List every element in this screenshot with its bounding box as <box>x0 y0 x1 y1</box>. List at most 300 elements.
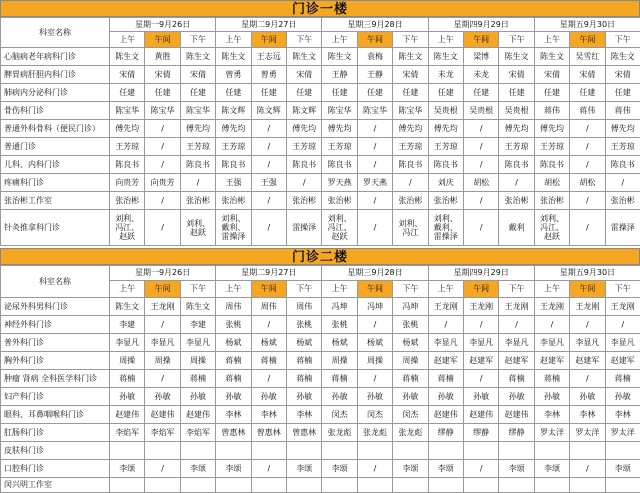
doctor-cell: 孙敏 <box>570 388 605 406</box>
doctor-cell <box>428 442 463 460</box>
doctor-cell: / <box>464 316 499 334</box>
doctor-cell: / <box>145 316 180 334</box>
doctor-cell: 傅先均 <box>110 120 145 138</box>
day-header: 星期五9月30日 <box>534 266 640 281</box>
doctor-cell: 赵建伟 <box>145 406 180 424</box>
slot-header: 下午 <box>180 281 215 298</box>
doctor-cell: / <box>251 316 286 334</box>
doctor-cell: 李林 <box>216 406 251 424</box>
doctor-cell: / <box>145 120 180 138</box>
doctor-cell: 王静 <box>357 66 392 84</box>
doctor-cell: / <box>357 210 392 246</box>
doctor-cell: 周操 <box>357 352 392 370</box>
slot-header: 午间 <box>464 281 499 298</box>
day-header: 星期一9月26日 <box>110 18 216 32</box>
doctor-cell: 李林 <box>251 406 286 424</box>
doctor-cell: 蒋楠 <box>286 370 321 388</box>
doctor-cell: 李显凡 <box>570 334 605 352</box>
doctor-cell: 王静 <box>322 66 357 84</box>
doctor-cell <box>428 478 463 493</box>
doctor-cell: / <box>251 210 286 246</box>
doctor-cell <box>322 442 357 460</box>
doctor-cell: / <box>464 138 499 156</box>
slot-header: 下午 <box>499 281 534 298</box>
slot-header: 午间 <box>570 32 605 48</box>
floor1-title: 门诊一楼 <box>0 0 640 17</box>
doctor-cell: 王芳琼 <box>322 138 357 156</box>
doctor-cell: 李显凡 <box>180 334 215 352</box>
doctor-cell: 李显凡 <box>499 334 534 352</box>
doctor-cell: 王芳琼 <box>286 138 321 156</box>
doctor-cell: 陈良书 <box>180 156 215 174</box>
doctor-cell: 张桃 <box>322 316 357 334</box>
doctor-cell: 陈良书 <box>393 156 428 174</box>
doctor-cell <box>393 442 428 460</box>
slot-header: 上午 <box>216 281 251 298</box>
doctor-cell: 陈文辉 <box>216 102 251 120</box>
slot-header: 午间 <box>251 281 286 298</box>
doctor-cell: 陈宝华 <box>145 102 180 120</box>
doctor-cell: 王龙刚 <box>428 298 463 316</box>
table-row <box>1 316 640 334</box>
doctor-cell: / <box>251 192 286 210</box>
doctor-cell: 李显凡 <box>428 334 463 352</box>
doctor-cell: 赵建军 <box>499 352 534 370</box>
floor2-title: 门诊二楼 <box>0 248 640 265</box>
dept-name: 胸外科门诊 <box>1 352 110 370</box>
dept-name: 皮肤科门诊 <box>1 442 110 460</box>
doctor-cell: / <box>251 138 286 156</box>
slot-header: 上午 <box>322 32 357 48</box>
doctor-cell: / <box>464 460 499 478</box>
doctor-cell: 任建 <box>110 84 145 102</box>
doctor-cell: 陈生文 <box>180 48 215 66</box>
doctor-cell: 陈宝华 <box>322 102 357 120</box>
doctor-cell <box>110 478 145 493</box>
table-row <box>1 406 640 424</box>
doctor-cell: 傅先均 <box>216 120 251 138</box>
doctor-cell: 张治彬 <box>534 192 569 210</box>
slot-header: 上午 <box>110 32 145 48</box>
doctor-cell: 李颂 <box>605 460 640 478</box>
dept-name: 普通门诊 <box>1 138 110 156</box>
doctor-cell: / <box>570 156 605 174</box>
doctor-cell: 傅先均 <box>605 120 640 138</box>
doctor-cell: 任建 <box>145 84 180 102</box>
doctor-cell: 宋倩 <box>534 66 569 84</box>
doctor-cell: 冯坤 <box>393 298 428 316</box>
doctor-cell <box>393 478 428 493</box>
doctor-cell: 刘利、 赵跃 <box>180 210 215 246</box>
doctor-cell: 胡松 <box>534 174 569 192</box>
doctor-cell: 陈生文 <box>534 48 569 66</box>
doctor-cell: 李颂 <box>216 460 251 478</box>
doctor-cell: 孙敏 <box>428 388 463 406</box>
doctor-cell <box>464 442 499 460</box>
dept-name: 眼科、耳鼻咽喉科门诊 <box>1 406 110 424</box>
dept-name: 骨伤科门诊 <box>1 102 110 120</box>
doctor-cell: 张龙彪 <box>322 424 357 442</box>
doctor-cell: 缪静 <box>428 424 463 442</box>
doctor-cell: / <box>357 138 392 156</box>
doctor-cell: 蒋楠 <box>605 370 640 388</box>
slot-header: 上午 <box>428 32 463 48</box>
doctor-cell: 刘利、 冯江、 赵跃 <box>110 210 145 246</box>
doctor-cell: 宋倩 <box>180 66 215 84</box>
doctor-cell: 张龙彪 <box>393 424 428 442</box>
doctor-cell <box>145 478 180 493</box>
doctor-cell: 任建 <box>286 84 321 102</box>
doctor-cell: 罗太洋 <box>534 424 569 442</box>
doctor-cell <box>251 442 286 460</box>
doctor-cell: 王芳琼 <box>605 138 640 156</box>
doctor-cell: 未龙 <box>428 66 463 84</box>
doctor-cell: 张龙彪 <box>357 424 392 442</box>
doctor-cell <box>216 442 251 460</box>
doctor-cell: / <box>145 210 180 246</box>
doctor-cell: / <box>145 156 180 174</box>
doctor-cell: 孙敏 <box>286 388 321 406</box>
table-row <box>1 388 640 406</box>
doctor-cell: 宋倩 <box>286 66 321 84</box>
doctor-cell: 陈良书 <box>605 156 640 174</box>
doctor-cell: 蒋伟 <box>605 102 640 120</box>
table-row <box>1 334 640 352</box>
slot-header: 午间 <box>145 32 180 48</box>
doctor-cell: 王龙刚 <box>499 298 534 316</box>
dept-name: 张治彬工作室 <box>1 192 110 210</box>
doctor-cell: / <box>251 120 286 138</box>
doctor-cell: 胡松 <box>570 174 605 192</box>
doctor-cell: 陈生文 <box>605 48 640 66</box>
doctor-cell: 王芳琼 <box>216 138 251 156</box>
doctor-cell: 赵建军 <box>605 352 640 370</box>
table-row <box>1 138 640 156</box>
doctor-cell: 李颂 <box>393 460 428 478</box>
doctor-cell: 李显凡 <box>534 334 569 352</box>
doctor-cell: 陈良书 <box>216 156 251 174</box>
table-row <box>1 424 640 442</box>
doctor-cell: / <box>464 156 499 174</box>
doctor-cell: 李焰军 <box>110 424 145 442</box>
doctor-cell: 张治彬 <box>605 192 640 210</box>
doctor-cell: 刘利、 戴利、 雷操泽 <box>216 210 251 246</box>
doctor-cell: / <box>570 370 605 388</box>
doctor-cell: / <box>145 460 180 478</box>
doctor-cell: 李显凡 <box>110 334 145 352</box>
doctor-cell: 孙敏 <box>216 388 251 406</box>
doctor-cell: 孙敏 <box>357 388 392 406</box>
doctor-cell: 任建 <box>357 84 392 102</box>
doctor-cell: / <box>570 120 605 138</box>
doctor-cell: 张治彬 <box>428 192 463 210</box>
doctor-cell: 吴贵根 <box>499 102 534 120</box>
doctor-cell: 任建 <box>180 84 215 102</box>
doctor-cell: 蒋楠 <box>216 352 251 370</box>
doctor-cell: 周操 <box>110 352 145 370</box>
doctor-cell: 陈生文 <box>110 48 145 66</box>
doctor-cell: / <box>357 370 392 388</box>
doctor-cell: 赵建伟 <box>180 406 215 424</box>
doctor-cell: 周操 <box>322 352 357 370</box>
doctor-cell: 孙敏 <box>145 388 180 406</box>
doctor-cell: 刘利、 戴利、 雷操泽 <box>428 210 463 246</box>
doctor-cell: 李焰军 <box>145 424 180 442</box>
doctor-cell: / <box>180 174 215 192</box>
dept-name: 心脑病老年病科门诊 <box>1 48 110 66</box>
doctor-cell: 孙敏 <box>464 388 499 406</box>
dept-name: 肛肠科门诊 <box>1 424 110 442</box>
slot-header: 午间 <box>570 281 605 298</box>
doctor-cell: 王芳琼 <box>180 138 215 156</box>
doctor-cell: / <box>570 192 605 210</box>
doctor-cell <box>357 478 392 493</box>
doctor-cell: / <box>570 460 605 478</box>
doctor-cell <box>180 478 215 493</box>
doctor-cell: 蒋楠 <box>322 370 357 388</box>
doctor-cell: / <box>534 316 569 334</box>
doctor-cell: 向贵芳 <box>110 174 145 192</box>
doctor-cell: 王芳琼 <box>428 138 463 156</box>
doctor-cell: / <box>393 174 428 192</box>
doctor-cell: 孙敏 <box>499 388 534 406</box>
doctor-cell: 缪静 <box>499 424 534 442</box>
dept-name: 普通外科骨科（便民门诊） <box>1 120 110 138</box>
doctor-cell: 王龙刚 <box>570 298 605 316</box>
slot-header: 下午 <box>499 32 534 48</box>
doctor-cell: 王芳琼 <box>499 138 534 156</box>
doctor-cell: / <box>251 460 286 478</box>
slot-header: 午间 <box>145 281 180 298</box>
doctor-cell: 冯坤 <box>322 298 357 316</box>
doctor-cell: 曾勇 <box>251 66 286 84</box>
slot-header: 下午 <box>605 281 640 298</box>
day-header: 星期二9月27日 <box>216 18 322 32</box>
doctor-cell: 陈良书 <box>534 156 569 174</box>
doctor-cell <box>251 478 286 493</box>
table-row <box>1 156 640 174</box>
slot-header: 上午 <box>110 281 145 298</box>
dept-header: 科室名称 <box>1 18 110 48</box>
doctor-cell: / <box>357 316 392 334</box>
doctor-cell: 吴贵根 <box>428 102 463 120</box>
doctor-cell: 向贵芳 <box>145 174 180 192</box>
doctor-cell: / <box>605 316 640 334</box>
doctor-cell: 陈文辉 <box>286 102 321 120</box>
day-header: 星期一9月26日 <box>110 266 216 281</box>
doctor-cell: 陈生文 <box>110 298 145 316</box>
doctor-cell: 李焰军 <box>180 424 215 442</box>
doctor-cell: 李林 <box>570 406 605 424</box>
doctor-cell: 罗天燕 <box>357 174 392 192</box>
doctor-cell: 吴雪红 <box>570 48 605 66</box>
doctor-cell: 孙敏 <box>322 388 357 406</box>
doctor-cell: 陈生文 <box>286 48 321 66</box>
doctor-cell: 孙敏 <box>605 388 640 406</box>
doctor-cell: 杨斌 <box>357 334 392 352</box>
doctor-cell: 蒋楠 <box>251 352 286 370</box>
doctor-cell: / <box>286 174 321 192</box>
doctor-cell: / <box>145 138 180 156</box>
doctor-cell: / <box>499 316 534 334</box>
doctor-cell: 蒋楠 <box>393 370 428 388</box>
dept-header: 科室名称 <box>1 266 110 298</box>
doctor-cell: 杨斌 <box>216 334 251 352</box>
doctor-cell: 陈生文 <box>180 298 215 316</box>
doctor-cell: 傅先均 <box>393 120 428 138</box>
doctor-cell: 罗太洋 <box>570 424 605 442</box>
doctor-cell: 任建 <box>322 84 357 102</box>
doctor-cell: 蒋伟 <box>534 102 569 120</box>
doctor-cell: 袁梅 <box>357 48 392 66</box>
doctor-cell: 周操 <box>393 352 428 370</box>
dept-name: 肺病内分泌科门诊 <box>1 84 110 102</box>
doctor-cell: 赵建军 <box>464 352 499 370</box>
doctor-cell: / <box>251 156 286 174</box>
dept-name: 针灸推拿科门诊 <box>1 210 110 246</box>
doctor-cell <box>605 478 640 493</box>
doctor-cell: 曾惠林 <box>216 424 251 442</box>
doctor-cell: 李颂 <box>428 460 463 478</box>
table-row <box>1 442 640 460</box>
doctor-cell: 张治彬 <box>286 192 321 210</box>
doctor-cell: / <box>464 120 499 138</box>
doctor-cell: 张桃 <box>216 316 251 334</box>
dept-name: 口腔科门诊 <box>1 460 110 478</box>
doctor-cell: / <box>357 120 392 138</box>
doctor-cell: 宋倩 <box>393 66 428 84</box>
doctor-cell: / <box>570 316 605 334</box>
doctor-cell: / <box>605 174 640 192</box>
floor1-table <box>0 17 640 246</box>
doctor-cell: 李颂 <box>534 460 569 478</box>
doctor-cell: 曾惠林 <box>251 424 286 442</box>
slot-header: 下午 <box>286 32 321 48</box>
doctor-cell: 周伟 <box>286 298 321 316</box>
slot-header: 下午 <box>393 281 428 298</box>
table-row <box>1 210 640 246</box>
day-header: 星期四9月29日 <box>428 18 534 32</box>
doctor-cell: 杨斌 <box>393 334 428 352</box>
dept-name: 普外科门诊 <box>1 334 110 352</box>
doctor-cell: 陈文辉 <box>251 102 286 120</box>
doctor-cell: 李林 <box>534 406 569 424</box>
doctor-cell <box>605 442 640 460</box>
doctor-cell: 陈宝华 <box>393 102 428 120</box>
doctor-cell: 戴利 <box>499 210 534 246</box>
doctor-cell: 赵建伟 <box>499 406 534 424</box>
doctor-cell: 宋倩 <box>570 66 605 84</box>
doctor-cell: 宋倩 <box>145 66 180 84</box>
dept-name: 儿科、内科门诊 <box>1 156 110 174</box>
doctor-cell: 王芳琼 <box>110 138 145 156</box>
doctor-cell: 陈生文 <box>216 48 251 66</box>
doctor-cell: 王龙刚 <box>145 298 180 316</box>
slot-header: 上午 <box>216 32 251 48</box>
slot-header: 上午 <box>322 281 357 298</box>
doctor-cell: / <box>357 460 392 478</box>
doctor-cell: / <box>499 174 534 192</box>
doctor-cell: 任建 <box>216 84 251 102</box>
doctor-cell: 李显凡 <box>145 334 180 352</box>
doctor-cell: 傅先均 <box>286 120 321 138</box>
doctor-cell <box>534 478 569 493</box>
doctor-cell: 蒋楠 <box>180 370 215 388</box>
doctor-cell: 赵建伟 <box>428 406 463 424</box>
doctor-cell: / <box>145 192 180 210</box>
doctor-cell: 曾勇 <box>216 66 251 84</box>
slot-header: 午间 <box>357 281 392 298</box>
doctor-cell: 王芳琼 <box>393 138 428 156</box>
doctor-cell: 张桃 <box>286 316 321 334</box>
doctor-cell: 李颂 <box>180 460 215 478</box>
doctor-cell: 任建 <box>251 84 286 102</box>
dept-name: 闵兴明工作室 <box>1 478 110 493</box>
doctor-cell: 王龙刚 <box>534 298 569 316</box>
doctor-cell: 陈良书 <box>110 156 145 174</box>
doctor-cell: 李林 <box>605 406 640 424</box>
doctor-cell: 闵杰 <box>322 406 357 424</box>
doctor-cell: 陈宝华 <box>357 102 392 120</box>
doctor-cell: 李颂 <box>286 460 321 478</box>
doctor-cell: 周伟 <box>251 298 286 316</box>
doctor-cell: 冯坤 <box>357 298 392 316</box>
doctor-cell: 王龙刚 <box>464 298 499 316</box>
doctor-cell: 陈生文 <box>428 48 463 66</box>
doctor-cell <box>357 442 392 460</box>
doctor-cell: 罗太洋 <box>605 424 640 442</box>
doctor-cell: 任建 <box>428 84 463 102</box>
table-row <box>1 84 640 102</box>
doctor-cell <box>145 442 180 460</box>
doctor-cell: 王强 <box>216 174 251 192</box>
doctor-cell: 闵杰 <box>357 406 392 424</box>
doctor-cell: 陈生文 <box>393 48 428 66</box>
doctor-cell: 张桃 <box>393 316 428 334</box>
doctor-cell <box>570 442 605 460</box>
doctor-cell: 罗天燕 <box>322 174 357 192</box>
doctor-cell: 陈良书 <box>428 156 463 174</box>
table-row <box>1 460 640 478</box>
doctor-cell: 刘利、 冯江 <box>393 210 428 246</box>
doctor-cell: 赵建军 <box>570 352 605 370</box>
doctor-cell: 陈良书 <box>286 156 321 174</box>
doctor-cell: 闵杰 <box>393 406 428 424</box>
doctor-cell: 宋倩 <box>499 66 534 84</box>
table-row <box>1 352 640 370</box>
doctor-cell: 任建 <box>570 84 605 102</box>
dept-name: 脾胃病肝胆内科门诊 <box>1 66 110 84</box>
doctor-cell <box>570 478 605 493</box>
slot-header: 下午 <box>605 32 640 48</box>
doctor-cell: 缪静 <box>464 424 499 442</box>
doctor-cell <box>180 442 215 460</box>
day-header: 星期四9月29日 <box>428 266 534 281</box>
doctor-cell: 任建 <box>393 84 428 102</box>
doctor-cell: 张治彬 <box>110 192 145 210</box>
doctor-cell: 张治彬 <box>322 192 357 210</box>
doctor-cell: 孙敏 <box>393 388 428 406</box>
slot-header: 下午 <box>286 281 321 298</box>
slot-header: 下午 <box>180 32 215 48</box>
doctor-cell: 张治彬 <box>216 192 251 210</box>
doctor-cell: 张治彬 <box>393 192 428 210</box>
dept-name: 泌尿外科男科门诊 <box>1 298 110 316</box>
table-row <box>1 66 640 84</box>
doctor-cell: 蒋楠 <box>428 370 463 388</box>
doctor-cell: 黄胜 <box>145 48 180 66</box>
doctor-cell: 王龙刚 <box>605 298 640 316</box>
